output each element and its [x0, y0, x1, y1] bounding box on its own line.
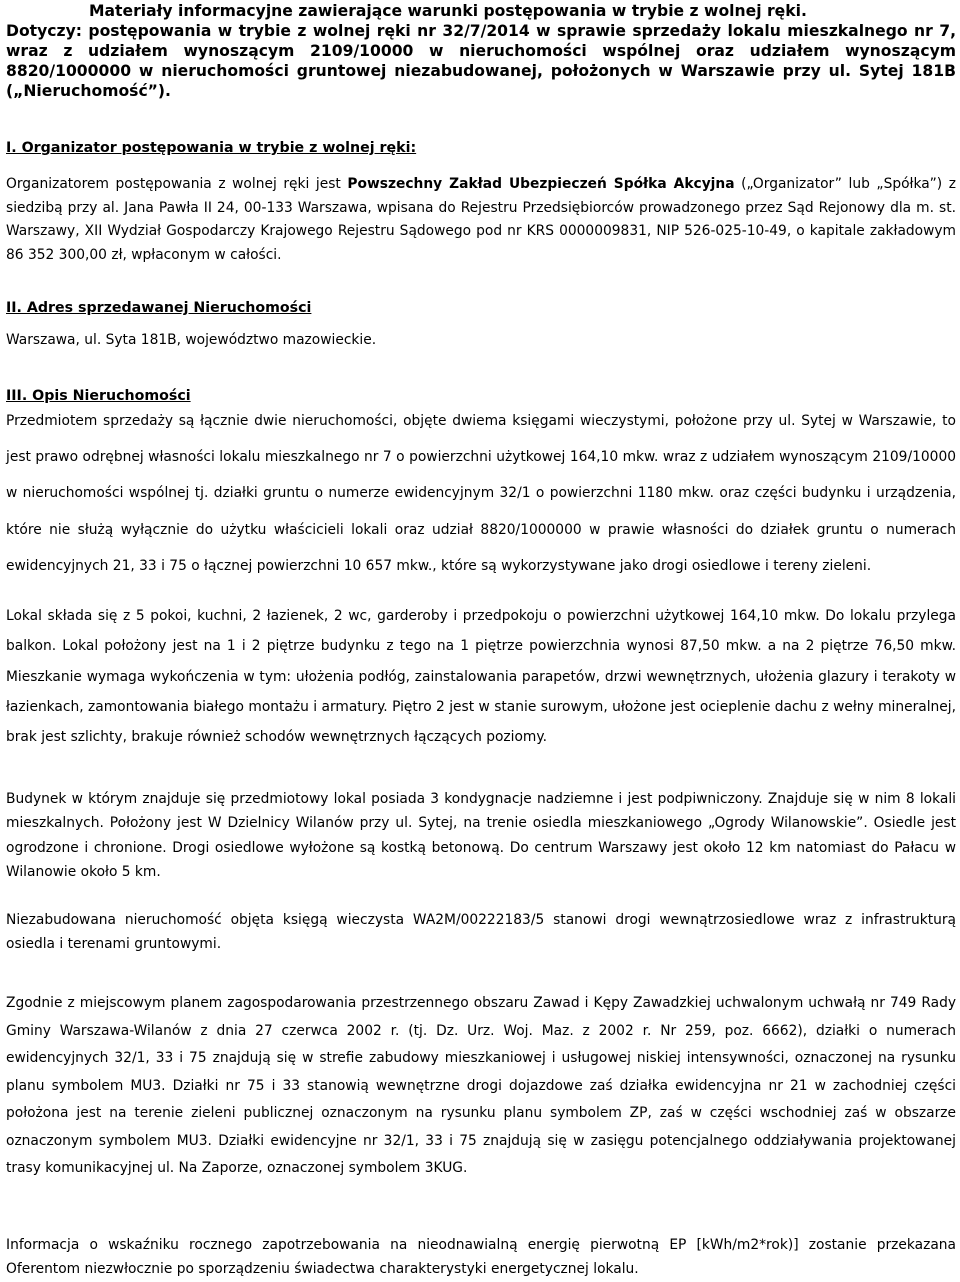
description-paragraph-1: Przedmiotem sprzedaży są łącznie dwie nieruchomości, objęte dwiema księgami wieczystymi, położone przy ul. Sytej w Warszawie, to jest prawo odrębnej własności lokalu mieszkalnego nr 7 o powierzchni użytkowej 164,10 mkw. wraz z udziałem wynoszącym 2109/10000 w nieruchomości wspólnej tj. działki gruntu o numerze ewidencyjnym 32/1 o powierzchni 1180 mkw. oraz części budynku i urządzenia, które nie służą wyłącznie do użytku właścicieli lokali oraz udział 8820/1000000 w prawie własności do działek gruntu o numerach ewidencyjnych 21, 33 i 75 o łącznej powierzchni 10 657 mkw., które są wykorzystywane jako drogi osiedlowe i tereny zieleni.	[6, 413, 956, 574]
section-organizer	[6, 137, 956, 267]
description-paragraph-2: Lokal składa się z 5 pokoi, kuchni, 2 łazienek, 2 wc, garderoby i przedpokoju o powierzchni użytkowej 164,10 mkw. Do lokalu przylega balkon. Lokal położony jest na 1 i 2 piętrze budynku z tego na 1 piętrze powierzchnia wynosi 87,50 mkw. a na 2 piętrze 76,50 mkw. Mieszkanie wymaga wykończenia w tym: ułożenia podłóg, zainstalowania parapetów, drzwi wewnętrznych, ułożenia glazury i terakoty w łazienkach, zamontowania białego montażu i armatury. Piętro 2 jest w stanie surowym, ułożone jest ocieplenie dachu z wełny mineralnej, brak jest szlichty, brakuje również schodów wewnętrznych łączących poziomy.	[6, 608, 956, 746]
organizer-company-name: Powszechny Zakład Ubezpieczeń Spółka Akcyjna	[347, 176, 735, 192]
section-description	[6, 385, 956, 584]
organizer-text-before: Organizatorem postępowania z wolnej ręki jest	[6, 176, 348, 192]
document-title: Materiały informacyjne zawierające warunki postępowania w trybie z wolnej ręki.	[89, 2, 807, 20]
section-address	[6, 297, 956, 352]
description-paragraph-5: Zgodnie z miejscowym planem zagospodarowania przestrzennego obszaru Zawad i Kępy Zawadzkiej uchwalonym uchwałą nr 749 Rady Gminy Warszawa-Wilanów z dnia 27 czerwca 2002 r. (tj. Dz. Urz. Woj. Maz. z 2002 r. Nr 259, poz. 6662), działki o numerach ewidencyjnych 32/1, 33 i 75 znajdują się w strefie zabudowy mieszkaniowej i usługowej niskiej intensywności, oznaczonej na rysunku planu symbolem MU3. Działki nr 75 i 33 stanowią wewnętrzne drogi dojazdowe zaś działka ewidencyjna nr 21 w zachodniej części położona jest na terenie zieleni publicznej oznaczonym na rysunku planu symbolem ZP, zaś w części wschodniej zaś w obszarze oznaczonym symbolem MU3. Działki ewidencyjne nr 32/1, 33 i 75 znajdują się w zasięgu potencjalnego oddziaływania projektowanej trasy komunikacyjnej ul. Na Zaporze, oznaczonej symbolem 3KUG.	[6, 995, 956, 1176]
document-subject: Dotyczy: postępowania w trybie z wolnej ręki nr 32/7/2014 w sprawie sprzedaży lokalu mieszkalnego nr 7, wraz z udziałem wynoszącym 2109/10000 w nieruchomości wspólnej oraz udziałem wynoszącym 8820/1000000 w nieruchomości gruntowej niezabudowanej, położonych w Warszawie przy ul. Sytej 181B („Nieruchomość”).	[6, 22, 956, 100]
section-heading-description: III. Opis Nieruchomości	[6, 388, 191, 404]
address-text: Warszawa, ul. Syta 181B, województwo mazowieckie.	[6, 332, 377, 348]
description-paragraph-3: Budynek w którym znajduje się przedmiotowy lokal posiada 3 kondygnacje nadziemne i jest podpiwniczony. Znajduje się w nim 8 lokali mieszkalnych. Położony jest W Dzielnicy Wilanów przy ul. Sytej, na trenie osiedla mieszkaniowego „Ogrody Wilanowskie”. Osiedle jest ogrodzone i chronione. Drogi osiedlowe wyłożone są kostką betonową. Do centrum Warszawy jest około 12 km natomiast do Pałacu w Wilanowie około 5 km.	[6, 791, 956, 880]
section-heading-address: II. Adres sprzedawanej Nieruchomości	[6, 300, 312, 316]
description-paragraph-4: Niezabudowana nieruchomość objęta księgą wieczysta WA2M/00222183/5 stanowi drogi wewnątrzosiedlowe wraz z infrastrukturą osiedla i terenami gruntowymi.	[6, 912, 956, 953]
description-paragraph-6: Informacja o wskaźniku rocznego zapotrzebowania na nieodnawialną energię pierwotną EP [kWh/m2*rok)] zostanie przekazana Oferentom niezwłocznie po sporządzeniu świadectwa charakterystyki energetycznej lokalu.	[6, 1237, 956, 1278]
organizer-text-after: („Organizator” lub „Spółka”) z siedzibą przy al. Jana Pawła II 24, 00-133 Warszawa, wpisana do Rejestru Przedsiębiorców prowadzonego przez Sąd Rejonowy dla m. st. Warszawy, XII Wydział Gospodarczy Krajowego Rejestru Sądowego pod nr KRS 0000009831, NIP 526-025-10-49, o kapitale zakładowym 86 352 300,00 zł, wpłaconym w całości.	[6, 176, 957, 263]
section-heading-organizer: I. Organizator postępowania w trybie z wolnej ręki:	[6, 140, 417, 156]
organizer-paragraph	[6, 173, 956, 267]
document-title-block	[6, 1, 956, 101]
